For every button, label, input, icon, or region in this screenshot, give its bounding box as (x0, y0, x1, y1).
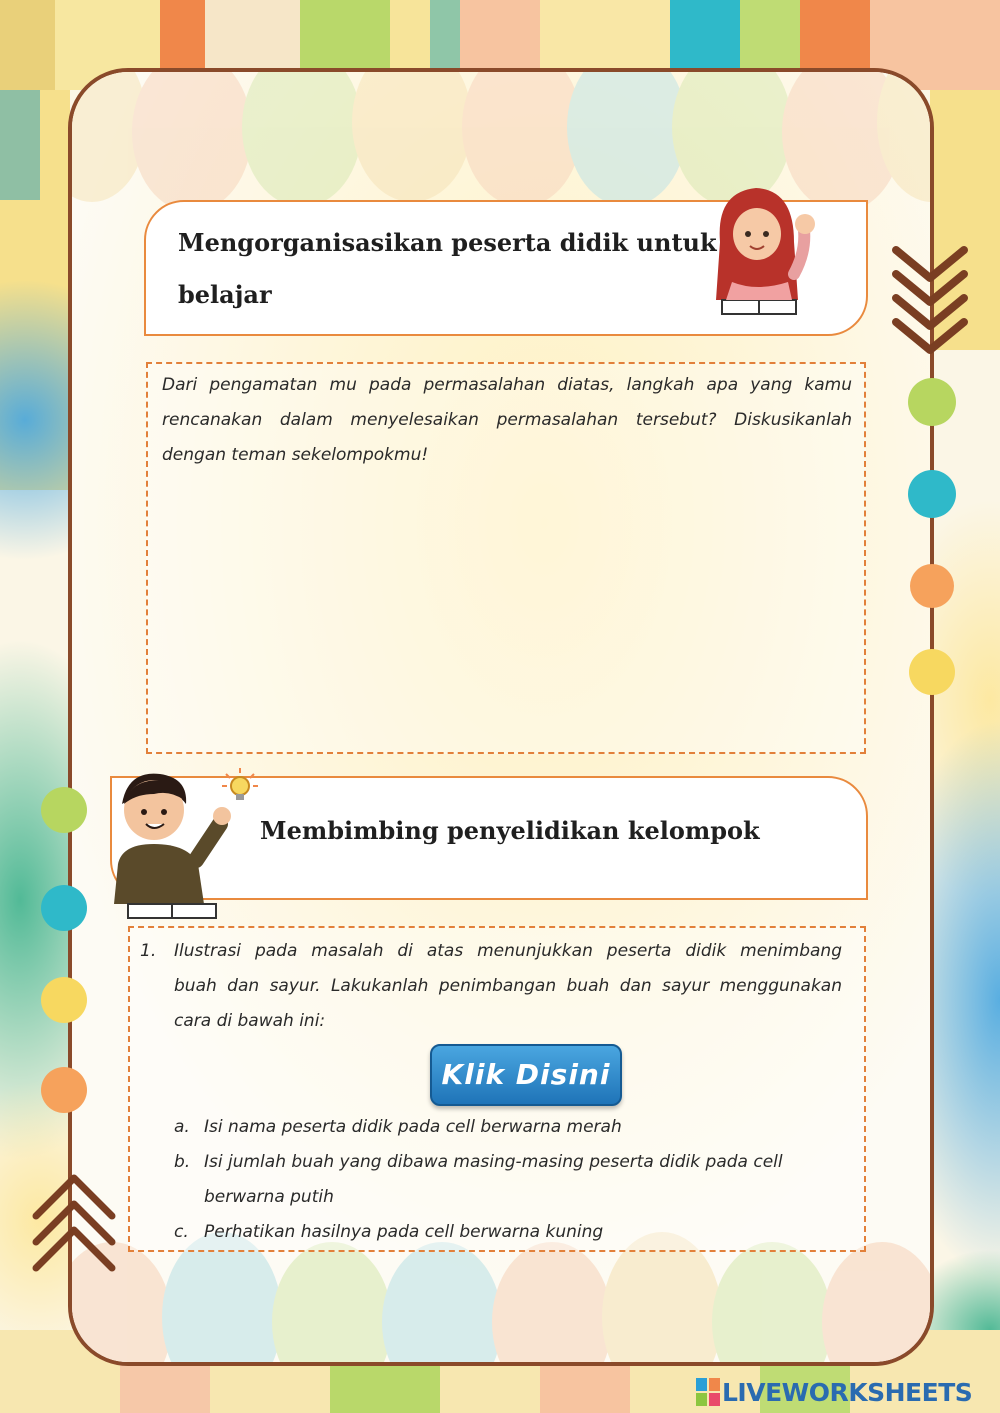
sub-item-b-text-line2: berwarna putih (204, 1187, 334, 1207)
sub-item-a-text: Isi nama peserta didik pada cell berwarna merah (204, 1117, 622, 1137)
chevron-down-icon (896, 250, 964, 350)
question-line: rencanakan dalam menyelesaikan permasalahan tersebut? Diskusikanlah (162, 410, 852, 430)
item1-line: cara di bawah ini: (174, 1011, 326, 1031)
right-decoration (880, 230, 1000, 710)
question-line: Dari pengamatan mu pada permasalahan diatas, langkah apa yang kamu (162, 375, 852, 395)
sub-item-b-text-line1: Isi jumlah buah yang dibawa masing-masing peserta didik pada cell (204, 1152, 783, 1172)
section1-question (162, 368, 852, 473)
item1-line: buah dan sayur. Lakukanlah penimbangan buah dan sayur menggunakan (174, 976, 842, 996)
left-decoration (30, 780, 120, 1300)
student-boy-illustration (108, 764, 268, 924)
sub-item-b-marker: b. (174, 1152, 191, 1172)
item1-text (174, 934, 842, 1039)
chevron-up-icon (36, 1178, 112, 1268)
sub-item-a-marker: a. (174, 1117, 190, 1137)
section1-title-line2: belajar (178, 280, 272, 309)
section1-title-line1: Mengorganisasikan peserta didik untuk (178, 228, 717, 257)
student-girl-illustration (702, 182, 822, 322)
sub-item-c-text: Perhatikan hasilnya pada cell berwarna kuning (204, 1222, 604, 1242)
section2-title: Membimbing penyelidikan kelompok (260, 816, 760, 845)
klik-disini-button[interactable]: Klik Disini (430, 1044, 622, 1106)
question-line: dengan teman sekelompokmu! (162, 445, 429, 465)
liveworksheets-logo (696, 1372, 972, 1412)
liveworksheets-logo-icon (696, 1378, 720, 1406)
lightbulb-icon (222, 768, 258, 800)
sub-item-c-marker: c. (174, 1222, 189, 1242)
item1-number: 1. (140, 941, 157, 961)
item1-line: Ilustrasi pada masalah di atas menunjukkan peserta didik menimbang (174, 941, 842, 961)
liveworksheets-logo-text: LIVEWORKSHEETS (722, 1377, 973, 1407)
